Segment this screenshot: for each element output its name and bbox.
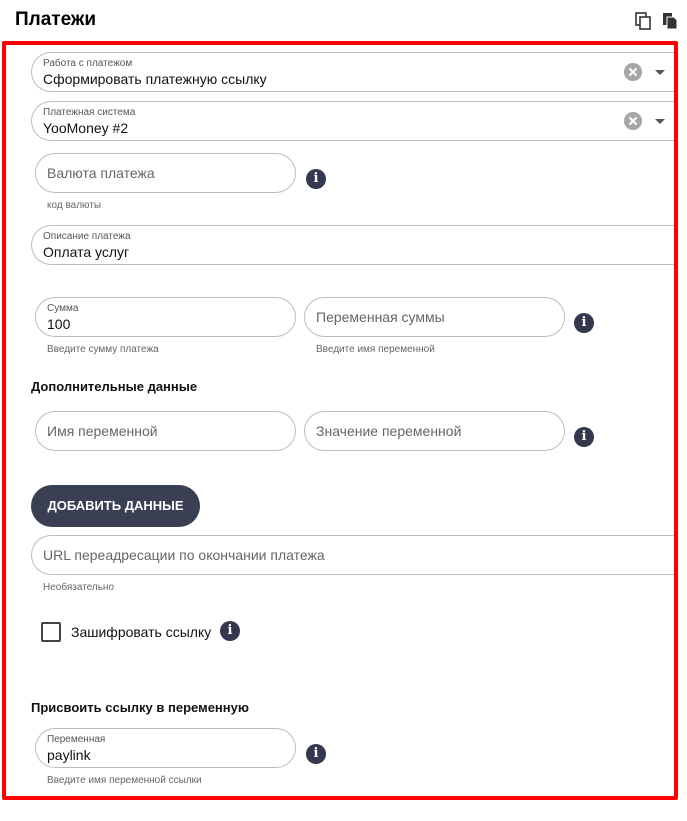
page-title: Платежи [15, 9, 97, 30]
payment-action-label: Работа с платежом [43, 58, 133, 69]
payment-system-label: Платежная система [43, 107, 136, 118]
chevron-down-icon[interactable] [655, 119, 665, 124]
var-name-placeholder: Имя переменной [47, 423, 158, 439]
chevron-down-icon[interactable] [655, 70, 665, 75]
description-label: Описание платежа [43, 231, 131, 242]
var-value-placeholder: Значение переменной [316, 423, 462, 439]
encrypt-link-label: Зашифровать ссылку [71, 624, 212, 640]
assign-link-title: Присвоить ссылку в переменную [31, 700, 249, 715]
payment-action-value: Сформировать платежную ссылку [43, 71, 267, 87]
description-field[interactable] [31, 225, 678, 265]
link-variable-hint: Введите имя переменной ссылки [47, 775, 202, 786]
link-variable-field[interactable] [35, 728, 296, 768]
info-icon[interactable]: i [574, 313, 594, 333]
amount-variable-placeholder: Переменная суммы [316, 309, 445, 325]
currency-placeholder: Валюта платежа [47, 165, 155, 181]
encrypt-link-checkbox[interactable] [41, 622, 61, 642]
redirect-url-hint: Необязательно [43, 582, 115, 593]
redirect-url-placeholder: URL переадресации по окончании платежа [43, 547, 325, 563]
amount-label: Сумма [47, 303, 79, 314]
info-icon[interactable]: i [306, 744, 326, 764]
amount-variable-field[interactable] [304, 297, 565, 337]
amount-hint: Введите сумму платежа [47, 344, 159, 355]
additional-data-title: Дополнительные данные [31, 379, 198, 394]
description-value: Оплата услуг [43, 244, 130, 260]
clear-icon[interactable] [624, 112, 642, 130]
link-variable-value: paylink [47, 747, 91, 763]
info-icon[interactable]: i [574, 427, 594, 447]
payment-system-value: YooMoney #2 [43, 120, 129, 136]
redirect-url-field[interactable] [31, 535, 678, 575]
payment-form [2, 41, 678, 800]
currency-field[interactable] [35, 153, 296, 193]
var-name-field[interactable] [35, 411, 296, 451]
amount-variable-hint: Введите имя переменной [316, 344, 435, 355]
currency-hint: код валюты [47, 200, 102, 211]
info-icon[interactable]: i [306, 169, 326, 189]
clear-icon[interactable] [624, 63, 642, 81]
document-icon[interactable] [662, 12, 678, 30]
amount-value: 100 [47, 316, 71, 332]
payment-action-select[interactable] [31, 52, 678, 92]
add-data-button[interactable]: ДОБАВИТЬ ДАННЫЕ [31, 485, 200, 527]
payment-system-select[interactable] [31, 101, 678, 141]
info-icon[interactable]: i [220, 621, 240, 641]
var-value-field[interactable] [304, 411, 565, 451]
copy-icon[interactable] [635, 12, 651, 30]
link-variable-label: Переменная [47, 734, 106, 745]
amount-field[interactable] [35, 297, 296, 337]
